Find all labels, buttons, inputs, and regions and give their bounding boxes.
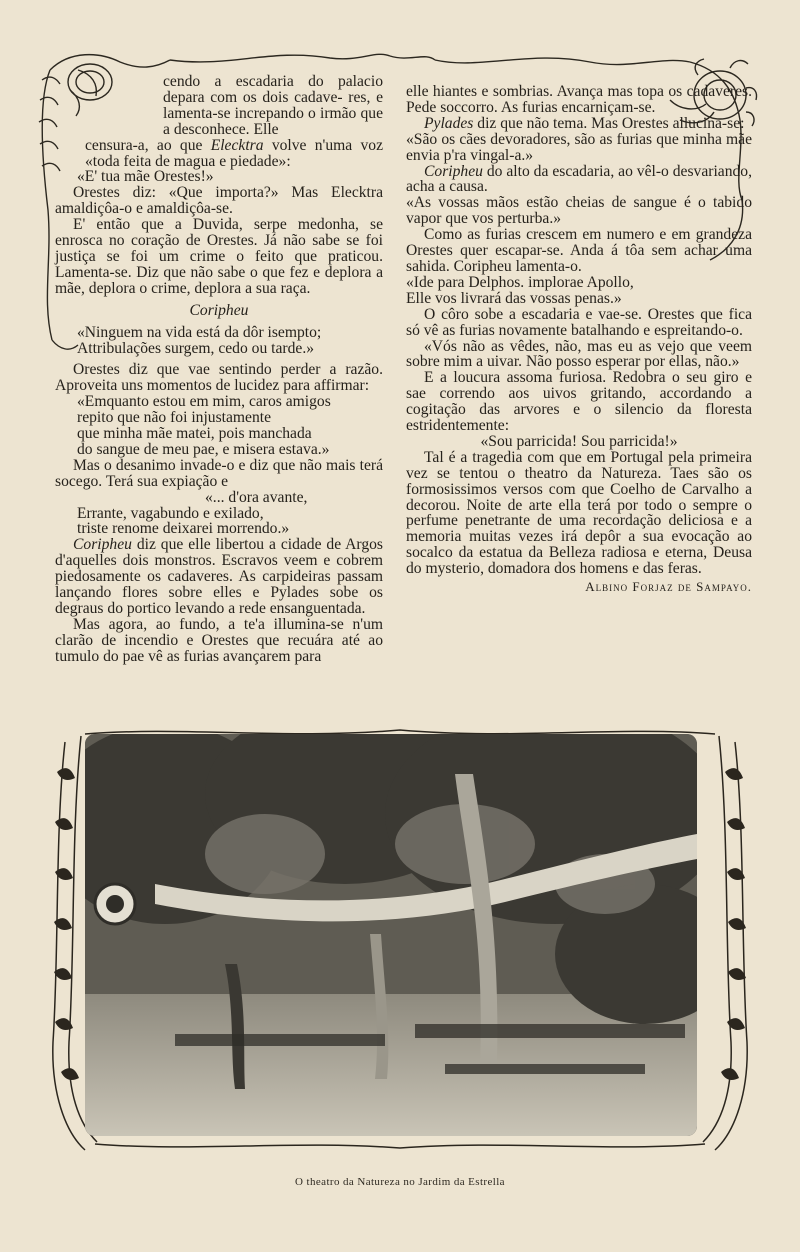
paragraph: elle hiantes e sombrias. Avança mas topa os cadaveres. Pede soccorro. As furias encarniçam-se. <box>406 83 752 116</box>
paragraph: Como as furias crescem em numero e em grandeza Orestes quer escapar-se. Anda á tôa sem achar uma sahida. Coripheu lamenta-o. <box>406 226 752 275</box>
quote: «Sou parricida! Sou parricida!» <box>480 432 678 450</box>
verse-line: triste renome deixarei morrendo.» <box>77 520 290 538</box>
verse-line: «Ide para Delphos. implorae Apollo, <box>406 273 634 291</box>
verse-line: «... d'ora avante, <box>205 488 308 506</box>
verse-line: «Emquanto estou em mim, caros amigos <box>77 393 331 411</box>
paragraph: Coripheu diz que elle libertou a cidade de Argos d'aquelles dois monstros. Escravos veem e cobrem piedosamente os cadaveres. As carpideiras passam lançando flores sobre elles e Pylades sobe os degraus do portico levando a rede ensanguentada. <box>55 536 383 617</box>
paragraph: Orestes diz que vae sentindo perder a razão. Aproveita uns momentos de lucidez para affirmar: <box>55 361 383 395</box>
paragraph: E' então que a Duvida, serpe medonha, se enrosca no coração de Orestes. Já não sabe se foi justiça se foi um crime o feito que praticou. Lamenta-se. Diz que não sabe o que fez e deplora a mãe, deplora o crime, deplora a sua raça. <box>55 216 383 297</box>
paragraph: Orestes diz: «Que importa?» Mas Elecktra amaldiçôa-o e amaldiçôa-se. <box>55 184 383 218</box>
paragraph: censura-a, ao que Elecktra volve n'uma voz «toda feita de magua e piedade»: <box>85 136 383 170</box>
quote: «As vossas mãos estão cheias de sangue é o tabido vapor que vos perturba.» <box>406 194 752 228</box>
verse-line: Elle vos livrará das vossas penas.» <box>406 289 622 307</box>
quote: «São os cães devoradores, são as furias que minha mãe envia p'ra vingal-a.» <box>406 130 752 164</box>
quote: «E' tua mãe Orestes!» <box>77 168 214 186</box>
quote: «Vós não as vêdes, não, mas eu as vejo que veem sobre mim a uivar. Não posso esperar por ellas, não.» <box>406 337 752 371</box>
verse-line: que minha mãe matei, pois manchada <box>77 425 312 443</box>
left-text-column <box>55 74 383 665</box>
garden-theatre-photograph <box>85 734 697 1136</box>
photo-caption: O theatro da Natureza no Jardim da Estrella <box>295 1176 505 1188</box>
verse-line: «Ninguem na vida está da dôr isempto; <box>77 323 322 341</box>
speaker-heading: Coripheu <box>189 301 249 319</box>
verse-line: repito que não foi injustamente <box>77 409 272 427</box>
paragraph: O côro sobe a escadaria e vae-se. Orestes que fica só vê as furias novamente batalhando e espreitando-o. <box>406 305 752 339</box>
paragraph: Pylades diz que não tema. Mas Orestes allucina-se: <box>424 114 745 132</box>
paragraph: Tal é a tragedia com que em Portugal pela primeira vez se tentou o theatro da Natureza. Taes são os formosissimos versos com que Coelho de Carvalho a decorou. Noite de arte ella terá por todo o sempre o perfume penetrante de uma recordação deliciosa e a memoria muitas vezes irá depôr a sua evocação ao socalco da estatua da Belleza radiosa e eterna, Deusa do mysterio, domadora dos homens e das feras. Albino Forjaz de Sampayo. <box>406 448 752 595</box>
paragraph: Mas agora, ao fundo, a te'a illumina-se n'um clarão de incendio e Orestes que recuára até ao tumulo do pae vê as furias avançarem para <box>55 615 383 665</box>
paragraph: Coripheu do alto da escadaria, ao vêl-o desvariando, acha a causa. <box>406 162 752 196</box>
paragraph: Mas o desanimo invade-o e diz que não mais terá socego. Terá sua expiação e <box>55 456 383 490</box>
verse-line: do sangue de meu pae, e misera estava.» <box>77 440 330 458</box>
author-signature: Albino Forjaz de Sampayo. <box>585 579 752 595</box>
right-text-column <box>406 84 752 595</box>
paragraph: E a loucura assoma furiosa. Redobra o seu giro e sae correndo aos uivos gritando, accordando a cogitação das arvores e o silencio da floresta estridentemente: <box>406 369 752 435</box>
verse-line: Errante, vagabundo e exilado, <box>77 504 264 522</box>
photo-frame <box>35 712 765 1157</box>
paragraph: cendo a escadaria do palacio depara com os dois cadave- res, e lamenta-se increpando o irmão que a desconhece. Elle <box>163 73 384 138</box>
verse-line: Attribulações surgem, cedo ou tarde.» <box>77 339 315 357</box>
